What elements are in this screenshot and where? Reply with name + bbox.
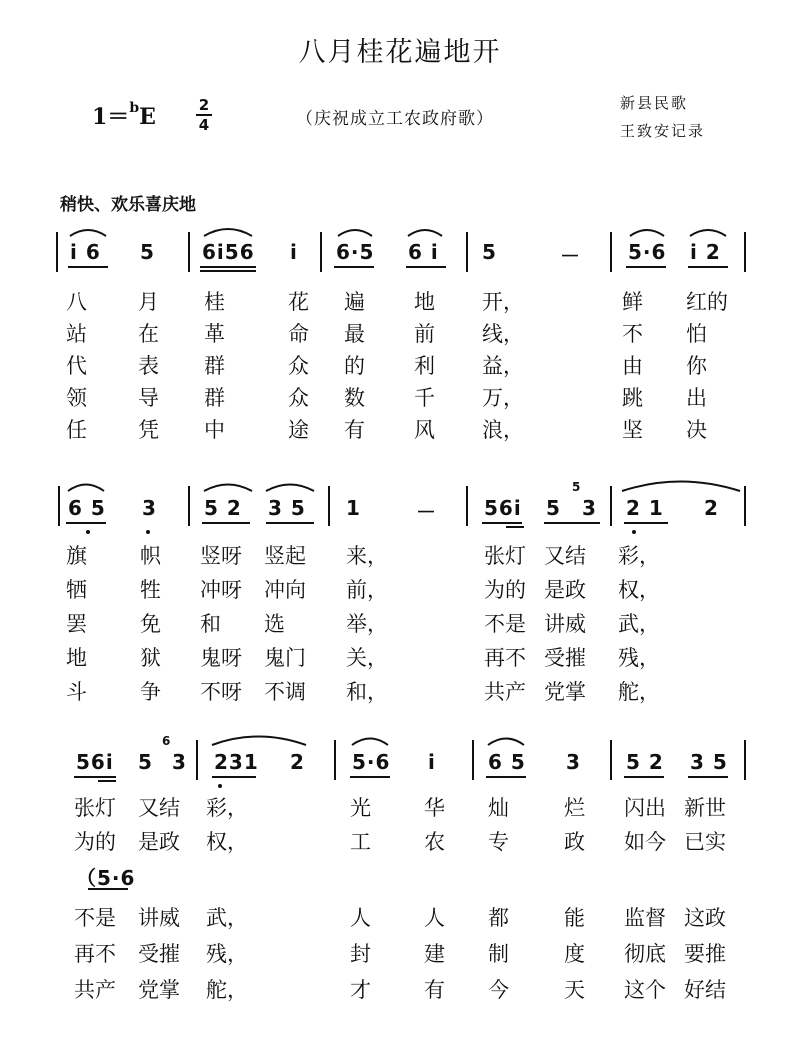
lyric-syllable: 为的 [74,830,116,854]
note-group: 2 [290,750,305,774]
lyric-syllable: 代 [66,354,87,378]
alternate-notes: （5·6 [76,866,136,890]
note-group: 5 2 [204,496,242,520]
lyric-syllable: 不是 [74,906,116,930]
lyric-syllable: 再不 [74,942,116,966]
note-group: 3 [142,496,157,520]
lyric-syllable: 武， [206,906,248,930]
lyric-syllable: 和， [346,680,388,704]
lyric-syllable: 线， [482,322,524,346]
slur [352,739,388,746]
note-group: 5 [140,240,155,264]
lyric-syllable: 受摧 [544,646,586,670]
lyric-syllable: 彻底 [624,942,666,966]
note-group: － [560,244,581,268]
lyric-syllable: 来， [346,544,388,568]
lyric-syllable: 彩， [206,796,248,820]
note-group: 1 [346,496,361,520]
lyric-syllable: 党掌 [544,680,586,704]
lyric-syllable: 数 [344,386,365,410]
lyric-syllable: 人 [350,906,371,930]
slur [630,230,664,236]
lyric-syllable: 权， [206,830,248,854]
lyric-syllable: 在 [138,322,159,346]
lyric-syllable: 命 [288,322,309,346]
subtitle: （庆祝成立工农政府歌） [296,109,494,129]
key-note: E [139,104,156,130]
lyric-syllable: 又结 [544,544,586,568]
slur [266,485,314,492]
lyric-syllable: 争 [140,680,161,704]
grace-note: 5 [572,480,581,494]
lyric-syllable: 新世 [684,796,726,820]
lyric-syllable: 不是 [484,612,526,636]
lyric-syllable: 要推 [684,942,726,966]
lyric-syllable: 冲向 [264,578,306,602]
lyric-syllable: 不 [622,322,643,346]
lyric-syllable: 好结 [684,978,726,1002]
lyric-syllable: 工 [350,830,371,854]
note-group: 3 5 [690,750,728,774]
time-bottom: 4 [198,116,210,134]
note-group: 56i [484,496,522,520]
note-group: i 2 [690,240,721,264]
lyric-syllable: 决 [686,418,707,442]
lyric-syllable: 众 [288,354,309,378]
lyric-syllable: 万， [482,386,524,410]
lyric-syllable: 彩， [618,544,660,568]
lyric-syllable: 才 [350,978,371,1002]
lyric-syllable: 华 [424,796,445,820]
lyric-syllable: 遍 [344,290,365,314]
credit-recorder: 王致安记录 [620,122,706,140]
song-title: 八月桂花遍地开 [298,37,502,68]
note-group: 3 5 [268,496,306,520]
note-group: 6i56 [202,240,255,264]
lyric-syllable: 党掌 [138,978,180,1002]
note-group: 6 5 [488,750,526,774]
lyric-syllable: 都 [488,906,509,930]
slur [690,230,726,236]
lyric-syllable: 表 [138,354,159,378]
lyric-syllable: 这个 [624,978,666,1002]
lyric-syllable: 有 [424,978,445,1002]
lyric-syllable: 鬼门 [264,646,306,670]
slur [70,230,106,236]
lyric-syllable: 竖呀 [200,544,242,568]
lyric-syllable: 凭 [138,418,159,442]
lyric-syllable: 封 [350,942,371,966]
note-group: 3 [566,750,581,774]
lyric-syllable: 制 [488,942,509,966]
note-group: i [428,750,436,774]
lyric-syllable: 舵， [206,978,248,1002]
lyric-syllable: 舵， [618,680,660,704]
lyric-syllable: 利 [414,354,435,378]
lyric-syllable: 红的 [686,290,728,314]
lyric-syllable: 千 [414,386,435,410]
lyric-syllable: 今 [488,978,509,1002]
lyric-syllable: 牺 [66,578,87,602]
lyric-syllable: 举， [346,612,388,636]
credit-origin: 新县民歌 [620,94,689,112]
note-group: 5 2 [626,750,664,774]
lyric-syllable: 如今 [624,830,666,854]
lyric-syllable: 罢 [66,612,87,636]
lyric-syllable: 人 [424,906,445,930]
lyric-syllable: 出 [686,386,707,410]
lyric-syllable: 最 [344,322,365,346]
lyric-syllable: 途 [288,418,309,442]
lyric-syllable: 众 [288,386,309,410]
note-group: 2 1 [626,496,664,520]
lyric-syllable: 免 [140,612,161,636]
lyric-syllable: 任 [66,418,87,442]
slur [204,229,252,236]
lyric-syllable: 狱 [140,646,161,670]
slur [408,230,442,236]
lyric-syllable: 地 [414,290,435,314]
key-prefix: 1＝ [92,104,130,130]
lyric-syllable: 帜 [140,544,161,568]
lyric-syllable: 监督 [624,906,666,930]
lyric-syllable: 你 [686,354,707,378]
lyric-syllable: 浪， [482,418,524,442]
lyric-syllable: 革 [204,322,225,346]
note-group: 5·6 [352,750,391,774]
lyric-syllable: 张灯 [484,544,526,568]
lyric-syllable: 中 [204,418,225,442]
grace-note: 6 [162,734,171,748]
lyric-syllable: 月 [138,290,159,314]
note-group: i [290,240,298,264]
lyric-syllable: 斗 [66,680,87,704]
lyric-syllable: 专 [488,830,509,854]
lyric-syllable: 张灯 [74,796,116,820]
lyric-syllable: 群 [204,386,225,410]
lyric-syllable: 又结 [138,796,180,820]
lyric-syllable: 这政 [684,906,726,930]
lyric-syllable: 讲威 [544,612,586,636]
tempo-marking: 稍快、欢乐喜庆地 [60,195,196,215]
lyric-syllable: 前 [414,322,435,346]
lyric-syllable: 不呀 [200,680,242,704]
lyric-syllable: 残， [206,942,248,966]
note-group: 3 [172,750,187,774]
lyric-syllable: 开， [482,290,524,314]
slur [338,230,372,236]
time-top: 2 [198,96,210,114]
lyric-syllable: 益， [482,354,524,378]
note-group: 6 i [408,240,439,264]
lyric-syllable: 和 [200,612,221,636]
lyric-syllable: 是政 [544,578,586,602]
lyric-syllable: 农 [424,830,445,854]
note-group: 5·6 [628,240,667,264]
lyric-syllable: 是政 [138,830,180,854]
note-group: 5 [138,750,153,774]
lyric-syllable: 讲威 [138,906,180,930]
lyric-syllable: 灿 [488,796,509,820]
lyric-syllable: 前， [346,578,388,602]
slur [488,739,524,746]
flat-sign: b [129,99,140,116]
note-group: － [416,500,437,524]
lyric-syllable: 天 [564,978,585,1002]
lyric-syllable: 由 [622,354,643,378]
lyric-syllable: 领 [66,386,87,410]
lyric-syllable: 坚 [622,418,643,442]
slur [212,737,306,746]
note-group: 5 [482,240,497,264]
note-group: 231 [214,750,259,774]
lyric-syllable: 导 [138,386,159,410]
lyric-syllable: 的 [344,354,365,378]
lyric-syllable: 共产 [74,978,116,1002]
lyric-syllable: 政 [564,830,585,854]
note-group: i 6 [70,240,101,264]
lyric-syllable: 桂 [204,290,225,314]
lyric-syllable: 八 [66,290,87,314]
lyric-syllable: 武， [618,612,660,636]
lyric-syllable: 选 [264,612,285,636]
lyric-syllable: 花 [288,290,309,314]
lyric-syllable: 闪出 [624,796,666,820]
lyric-syllable: 风 [414,418,435,442]
lyric-syllable: 鲜 [622,290,643,314]
lyric-syllable: 地 [66,646,87,670]
note-group: 3 [582,496,597,520]
lyric-syllable: 牲 [140,578,161,602]
note-group: 2 [704,496,719,520]
lyric-syllable: 再不 [484,646,526,670]
note-group: 56i [76,750,114,774]
note-group: 6 5 [68,496,106,520]
lyric-syllable: 能 [564,906,585,930]
lyric-syllable: 为的 [484,578,526,602]
lyric-syllable: 冲呀 [200,578,242,602]
lyric-syllable: 跳 [622,386,643,410]
lyric-syllable: 怕 [686,322,707,346]
lyric-syllable: 残， [618,646,660,670]
lyric-syllable: 已实 [684,830,726,854]
lyric-syllable: 关， [346,646,388,670]
lyric-syllable: 烂 [564,796,585,820]
lyric-syllable: 有 [344,418,365,442]
note-group: 5 [546,496,561,520]
lyric-syllable: 建 [424,942,445,966]
slur [622,482,740,492]
lyric-syllable: 鬼呀 [200,646,242,670]
lyric-syllable: 旗 [66,544,87,568]
lyric-syllable: 群 [204,354,225,378]
lyric-syllable: 站 [66,322,87,346]
slur [68,485,104,492]
lyric-syllable: 不调 [264,680,306,704]
lyric-syllable: 竖起 [264,544,306,568]
lyric-syllable: 共产 [484,680,526,704]
lyric-syllable: 权， [618,578,660,602]
lyric-syllable: 受摧 [138,942,180,966]
slur [204,485,252,492]
lyric-syllable: 度 [564,942,585,966]
lyric-syllable: 光 [350,796,371,820]
note-group: 6·5 [336,240,375,264]
